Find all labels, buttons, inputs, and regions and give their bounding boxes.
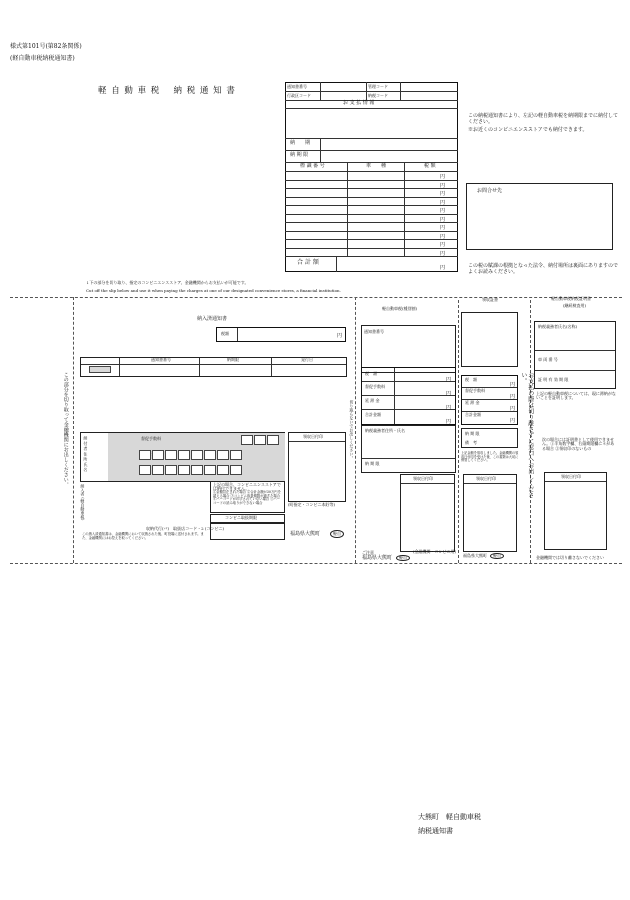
due-date-label: 納 期 限 [290,152,309,158]
digit-box [217,465,229,475]
digit-box [191,450,203,460]
slip3-note: 上記金額を領収しました。金融機関の領収日付印を受けた後、この書類は大切に保管してください。 [461,451,519,463]
table-row-yen: 円 [440,174,446,180]
slip3-title: 領収証書 [482,297,498,302]
convenience-note: ※お近くのコンビニエンスストアでも納付できます。 [468,127,588,133]
table-row-yen: 円 [440,233,446,240]
form-subtitle: (軽自動車税納税通知書) [10,55,75,62]
slip4-receipt-stamp: 領収日付印 [544,472,607,550]
slip1-title: 納入済通知書 [197,316,228,322]
perforation-left [73,297,74,563]
perforation-slip3 [458,300,459,563]
digit-box [165,465,177,475]
digit-box [139,450,151,460]
sender-line2: 納税通知書 [418,827,453,835]
total-label: 合 計 額 [297,259,319,266]
table-row-yen: 円 [440,191,446,197]
slip1-payer-block: 納 付 者 住 所 氏 名 督促手数料 [80,432,285,482]
slip1-bank-label: (町指定・コンビニ本貯等) [288,502,336,507]
slip2-town-stamp: 軽自 [396,555,410,561]
slip3-town: 福島県大熊町 [463,553,487,558]
slip2-town: 福島県大熊町 [362,555,393,561]
table-row-divider [285,248,458,249]
table-row-divider [285,222,458,223]
payment-info-label: お 支 払 情 報 [343,100,375,106]
slip1-town: 福島県大熊町 [290,531,321,537]
digit-box [267,435,279,445]
digit-box [254,435,266,445]
slip3-town-stamp: 軽自 [490,553,504,559]
slip2-mid-notice: ご注意 [362,550,374,555]
slip3-amount-table: 税 額 督促手数料 延 滞 金 合計金額 円 円 円 円 [461,375,518,425]
slip4-info-table: 納税義務者氏名(名称) 車 両 番 号 証 明 有 効 期 限 [534,321,616,389]
payment-instruction: この納税通知書により、左記の軽自動車税を納期限までに納付してください。 [468,113,619,125]
slip1-footer1: 収納代行(バ) 取扱店コード・2 (コンビニ) [146,526,225,531]
table-row-divider [285,180,458,181]
table-row-divider [285,188,458,189]
slip1-receipt-stamp: 領収日付印 [288,432,346,502]
slip2-payer-box: 納税義務者住所・氏名 納 期 限 [361,425,456,473]
slip1-conv-label-box: コンビニ取扱期限 [210,514,285,523]
slip1-info-table: 通知書番号 納期限 発行日 [80,357,347,377]
col-amount-header: 税 額 [424,163,436,169]
slip2-side-vert: 切り取らないでお出しください。 [349,400,355,460]
slip2-footer: (金融機関・コンビニ用) [413,549,457,554]
slip4-note1: 上記の軽自動車税については、現に滞納がないことを証明します。 [536,391,616,401]
slip3-side-vert: お支払の際は切り離さずに窓口へお出しください。 [519,372,534,498]
slip1-conv-note: 上記の場合、コンビニエンスストアでは納付できません。 ①金額訂正された場合 ②合計金額が30万円を超える場合 ③コンビニ取扱期限が過ぎた場合 ④バーコードが印字されていない場合 ⑤バーコードの読み取りができない場合 [210,481,285,513]
table-row-yen: 円 [440,225,446,231]
cut-note-jp: ↓下の部分を切り取り、指定のコンビニエンスストア、金融機関からお支払いが可能です。 [86,280,249,285]
table-row-divider [285,197,458,198]
table-row-yen: 円 [440,208,446,214]
slip1-payer-vert: 納 付 者 住 所 氏 名 [83,436,89,472]
admin-code-label: 行政区コード [287,93,311,98]
table-row-divider [285,239,458,240]
table-row-yen: 円 [440,199,446,206]
cut-note-en: Cut off the slip below and use it when paying the charges at one of our designated convenience stores, a financial institution. [86,288,341,293]
notice-no-label: 通知書番号 [287,84,307,89]
digit-box [152,465,164,475]
digit-box [230,465,242,475]
tax-office-code-label: 管理コード [368,84,388,89]
slip1-town-stamp: 軽自 [330,530,344,538]
digit-box [204,450,216,460]
page-title: 軽 自 動 車 税 納 税 通 知 書 [98,86,236,96]
form-number: 様式第101号(第82条関係) [10,43,82,50]
contact-label: お問合せ先 [477,188,503,194]
total-yen: 円 [440,265,446,271]
table-row-yen: 円 [440,250,446,257]
digit-box [139,465,151,475]
perforation-slip2 [355,297,356,563]
digit-box [178,465,190,475]
table-row-divider [285,231,458,232]
contact-box [466,183,613,250]
left-side-note: この部分を切り取って金融機関にお出しください。 [62,372,69,487]
digit-box [204,465,216,475]
digit-box [241,435,253,445]
slip1-amount-box: 税額 円 [216,327,346,342]
sender-line1: 大熊町 軽自動車税 [418,813,481,821]
digit-box [178,450,190,460]
slip2-amount-table: 税 額 督促手数料 延 滞 金 合計金額 円 円 円 円 [361,367,456,425]
slip1-amount-label: 税額 [221,331,229,336]
col-type-header: 車 種 [366,163,387,169]
digit-box [165,450,177,460]
slip1-footer2: この納入済通知書は、金融機関において収納された後、町役場に送付されます。また、金融機関にはお控えを取ってください。 [82,532,204,540]
slip4-footer: 金融機関では切り離さないでください [536,555,604,560]
slip4-title: 軽自動車税納税証明書 [551,296,591,301]
digit-box [230,450,242,460]
appeal-note: この税の賦課の根拠となった法令、納付場所は裏面にありますのでよくお読みください。 [468,263,619,275]
payment-code-label: 納税コード [368,93,388,98]
slip4-note2: 次の場合には証明書として使用できません。①半角数字欄、右頭期限欄に＊がある場合 ②領収印のないもの [542,437,615,451]
slip3-receipt-stamp: 領収日付印 [463,474,517,552]
slip2-header-note: 軽自動車税(種別割) [382,306,418,311]
table-row-divider [285,214,458,215]
table-row-yen: 円 [440,242,446,248]
slip1-code-box [89,366,111,373]
slip1-sub-vert: 納入者 (軽自動車税) [80,484,86,521]
slip2-receipt-stamp: 領収日付印 [400,474,455,552]
table-row-yen: 円 [440,182,446,189]
digit-box [191,465,203,475]
digit-box [217,450,229,460]
table-row-yen: 円 [440,216,446,223]
payer-label: 納 期 [290,140,311,146]
table-row-divider [285,205,458,206]
perforation-bottom [10,563,622,564]
col-plate-header: 標 識 番 号 [300,163,325,169]
digit-box [152,450,164,460]
perforation-top [10,297,622,298]
slip4-subtitle: (継続検査用) [563,303,587,308]
